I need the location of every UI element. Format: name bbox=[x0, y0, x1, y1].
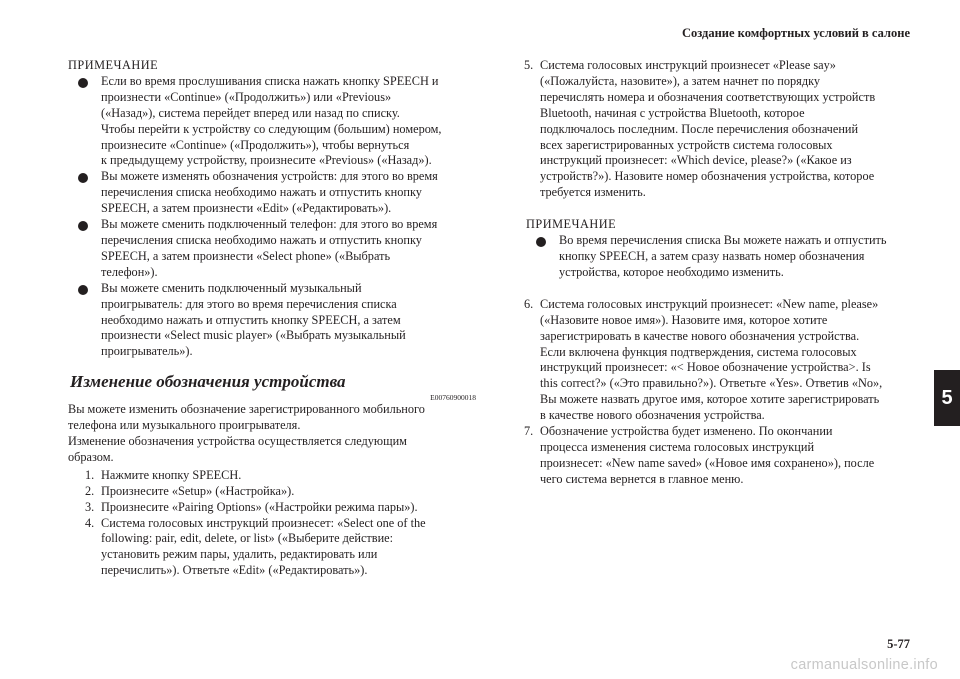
step-number: 6. bbox=[524, 296, 534, 311]
text-line: в качестве нового обозначения устройства. bbox=[540, 408, 765, 423]
text-line: произнесите «Continue» («Продолжить»), чтобы вернуться bbox=[101, 137, 410, 152]
text-line: инструкций произнесет: «< Новое обозначение устройства>. Is bbox=[540, 360, 871, 375]
text-line: телефона или музыкального проигрывателя. bbox=[68, 418, 301, 433]
text-line: Вы можете изменить обозначение зарегистрированного мобильного bbox=[68, 402, 425, 417]
right-column bbox=[526, 58, 918, 488]
section-title: Изменение обозначения устройства bbox=[70, 372, 346, 392]
left-column bbox=[68, 58, 476, 579]
list-item bbox=[526, 58, 918, 201]
text-line: following: pair, edit, delete, or list» («Выберите действие: bbox=[101, 531, 394, 546]
text-line: Если во время прослушивания списка нажать кнопку SPEECH и bbox=[101, 73, 439, 88]
list-item bbox=[68, 516, 476, 580]
page-number: 5-77 bbox=[887, 637, 910, 651]
text-line: проигрыватель»). bbox=[101, 344, 193, 359]
text-line: Вы можете назвать другое имя, которое хотите зарегистрировать bbox=[540, 392, 880, 407]
text-line: необходимо нажать и отпустить кнопку SPEECH, а затем bbox=[101, 312, 401, 327]
list-item bbox=[68, 484, 476, 500]
section-intro bbox=[68, 402, 476, 466]
list-item bbox=[526, 424, 918, 488]
text-line: Произнесите «Pairing Options» («Настройки режима пары»). bbox=[101, 499, 418, 514]
text-line: телефон»). bbox=[101, 264, 158, 279]
bullet-dot-icon bbox=[78, 285, 88, 295]
bullet-dot-icon bbox=[78, 173, 88, 183]
text-line: Bluetooth, начиная с устройства Bluetooth, которое bbox=[540, 105, 805, 120]
text-line: («Назовите новое имя»). Назовите имя, которое хотите bbox=[540, 312, 828, 327]
text-line: устройства, которое необходимо изменить. bbox=[559, 264, 784, 279]
text-line: перечислить»). Ответьте «Edit» («Редактировать»). bbox=[101, 563, 368, 578]
text-line: Чтобы перейти к устройству со следующим (большим) номером, bbox=[101, 121, 442, 136]
text-line: установить режим пары, удалить, редактировать или bbox=[101, 547, 378, 562]
step-number: 1. bbox=[85, 467, 95, 482]
note-bullets bbox=[526, 233, 918, 281]
text-line: перечисления списка необходимо нажать и отпустить кнопку bbox=[101, 232, 422, 247]
text-line: SPEECH, а затем произнести «Select phone» («Выбрать bbox=[101, 248, 391, 263]
bullet-dot-icon bbox=[78, 221, 88, 231]
step-number: 5. bbox=[524, 58, 534, 72]
text-line: процесса изменения система голосовых инструкций bbox=[540, 439, 815, 454]
list-item bbox=[68, 500, 476, 516]
text-line: перечисления списка необходимо нажать и отпустить кнопку bbox=[101, 185, 422, 200]
text-line: проигрыватель: для этого во время перечисления списка bbox=[101, 296, 397, 311]
bullet-dot-icon bbox=[536, 237, 546, 247]
text-line: («Назад»), система перейдет вперед или назад по списку. bbox=[101, 105, 400, 120]
text-line: Изменение обозначения устройства осуществляется следующим bbox=[68, 434, 407, 449]
text-line: Вы можете сменить подключенный телефон: для этого во время bbox=[101, 217, 438, 232]
text-line: произнесет: «New name saved» («Новое имя сохранено»), после bbox=[540, 455, 875, 470]
text-line: зарегистрировать в качестве нового обозначения устройства. bbox=[540, 328, 860, 343]
text-line: Вы можете изменять обозначения устройств: для этого во время bbox=[101, 169, 438, 184]
text-line: Во время перечисления списка Вы можете нажать и отпустить bbox=[559, 233, 887, 248]
bullet-dot-icon bbox=[78, 78, 88, 88]
note-bullet bbox=[68, 74, 476, 169]
text-line: Система голосовых инструкций произнесет: «New name, please» bbox=[540, 296, 879, 311]
text-line: произнести «Select music player» («Выбрать музыкальный bbox=[101, 328, 406, 343]
note-bullet bbox=[68, 169, 476, 217]
note-title: ПРИМЕЧАНИЕ bbox=[68, 58, 159, 72]
text-line: подключалось последним. После перечисления обозначений bbox=[540, 121, 859, 136]
text-line: SPEECH, а затем произнести «Edit» («Редактировать»). bbox=[101, 201, 392, 216]
step-number: 3. bbox=[85, 499, 95, 514]
text-line: Система голосовых инструкций произнесет «Please say» bbox=[540, 58, 836, 72]
list-item bbox=[526, 297, 918, 424]
chapter-tab: 5 bbox=[934, 370, 960, 426]
text-line: this correct?» («Это правильно?»). Ответьте «Yes». Ответив «No», bbox=[540, 376, 883, 391]
page-header: Создание комфортных условий в салоне bbox=[681, 26, 910, 40]
steps-list-continued bbox=[526, 297, 918, 488]
steps-list-continued bbox=[526, 58, 918, 201]
step-number: 7. bbox=[524, 424, 534, 439]
text-line: Система голосовых инструкций произнесет: «Select one of the bbox=[101, 515, 426, 530]
text-line: Вы можете сменить подключенный музыкальный bbox=[101, 280, 362, 295]
note-title: ПРИМЕЧАНИЕ bbox=[526, 217, 617, 232]
text-line: («Пожалуйста, назовите»), а затем начнет по порядку bbox=[540, 73, 821, 88]
text-line: кнопку SPEECH, а затем сразу назвать номер обозначения bbox=[559, 248, 865, 263]
section-code: E00760900018 bbox=[430, 393, 476, 403]
text-line: чего система вернется в главное меню. bbox=[540, 471, 744, 486]
text-line: образом. bbox=[68, 449, 114, 464]
text-line: Если включена функция подтверждения, система голосовых bbox=[540, 344, 857, 359]
list-item bbox=[68, 468, 476, 484]
step-number: 4. bbox=[85, 515, 95, 530]
text-line: инструкций произнесет: «Which device, please?» («Какое из bbox=[540, 153, 852, 168]
text-line: к предыдущему устройству, произнесите «Previous» («Назад»). bbox=[101, 153, 432, 168]
watermark: carmanualsonline.info bbox=[790, 657, 938, 673]
text-line: произнести «Continue» («Продолжить») или «Previous» bbox=[101, 89, 392, 104]
text-line: требуется изменить. bbox=[540, 185, 646, 200]
step-number: 2. bbox=[85, 483, 95, 498]
note-bullet bbox=[526, 233, 918, 281]
text-line: перечислять номера и обозначения соответствующих устройств bbox=[540, 89, 876, 104]
steps-list bbox=[68, 468, 476, 579]
text-line: устройств?»). Назовите номер обозначения устройства, которое bbox=[540, 169, 875, 184]
note-bullet bbox=[68, 217, 476, 281]
note-bullets bbox=[68, 74, 476, 360]
text-line: Обозначение устройства будет изменено. По окончании bbox=[540, 424, 833, 439]
text-line: всех зарегистрированных устройств система голосовых bbox=[540, 137, 833, 152]
text-line: Нажмите кнопку SPEECH. bbox=[101, 467, 242, 482]
note-bullet bbox=[68, 281, 476, 361]
text-line: Произнесите «Setup» («Настройка»). bbox=[101, 483, 295, 498]
